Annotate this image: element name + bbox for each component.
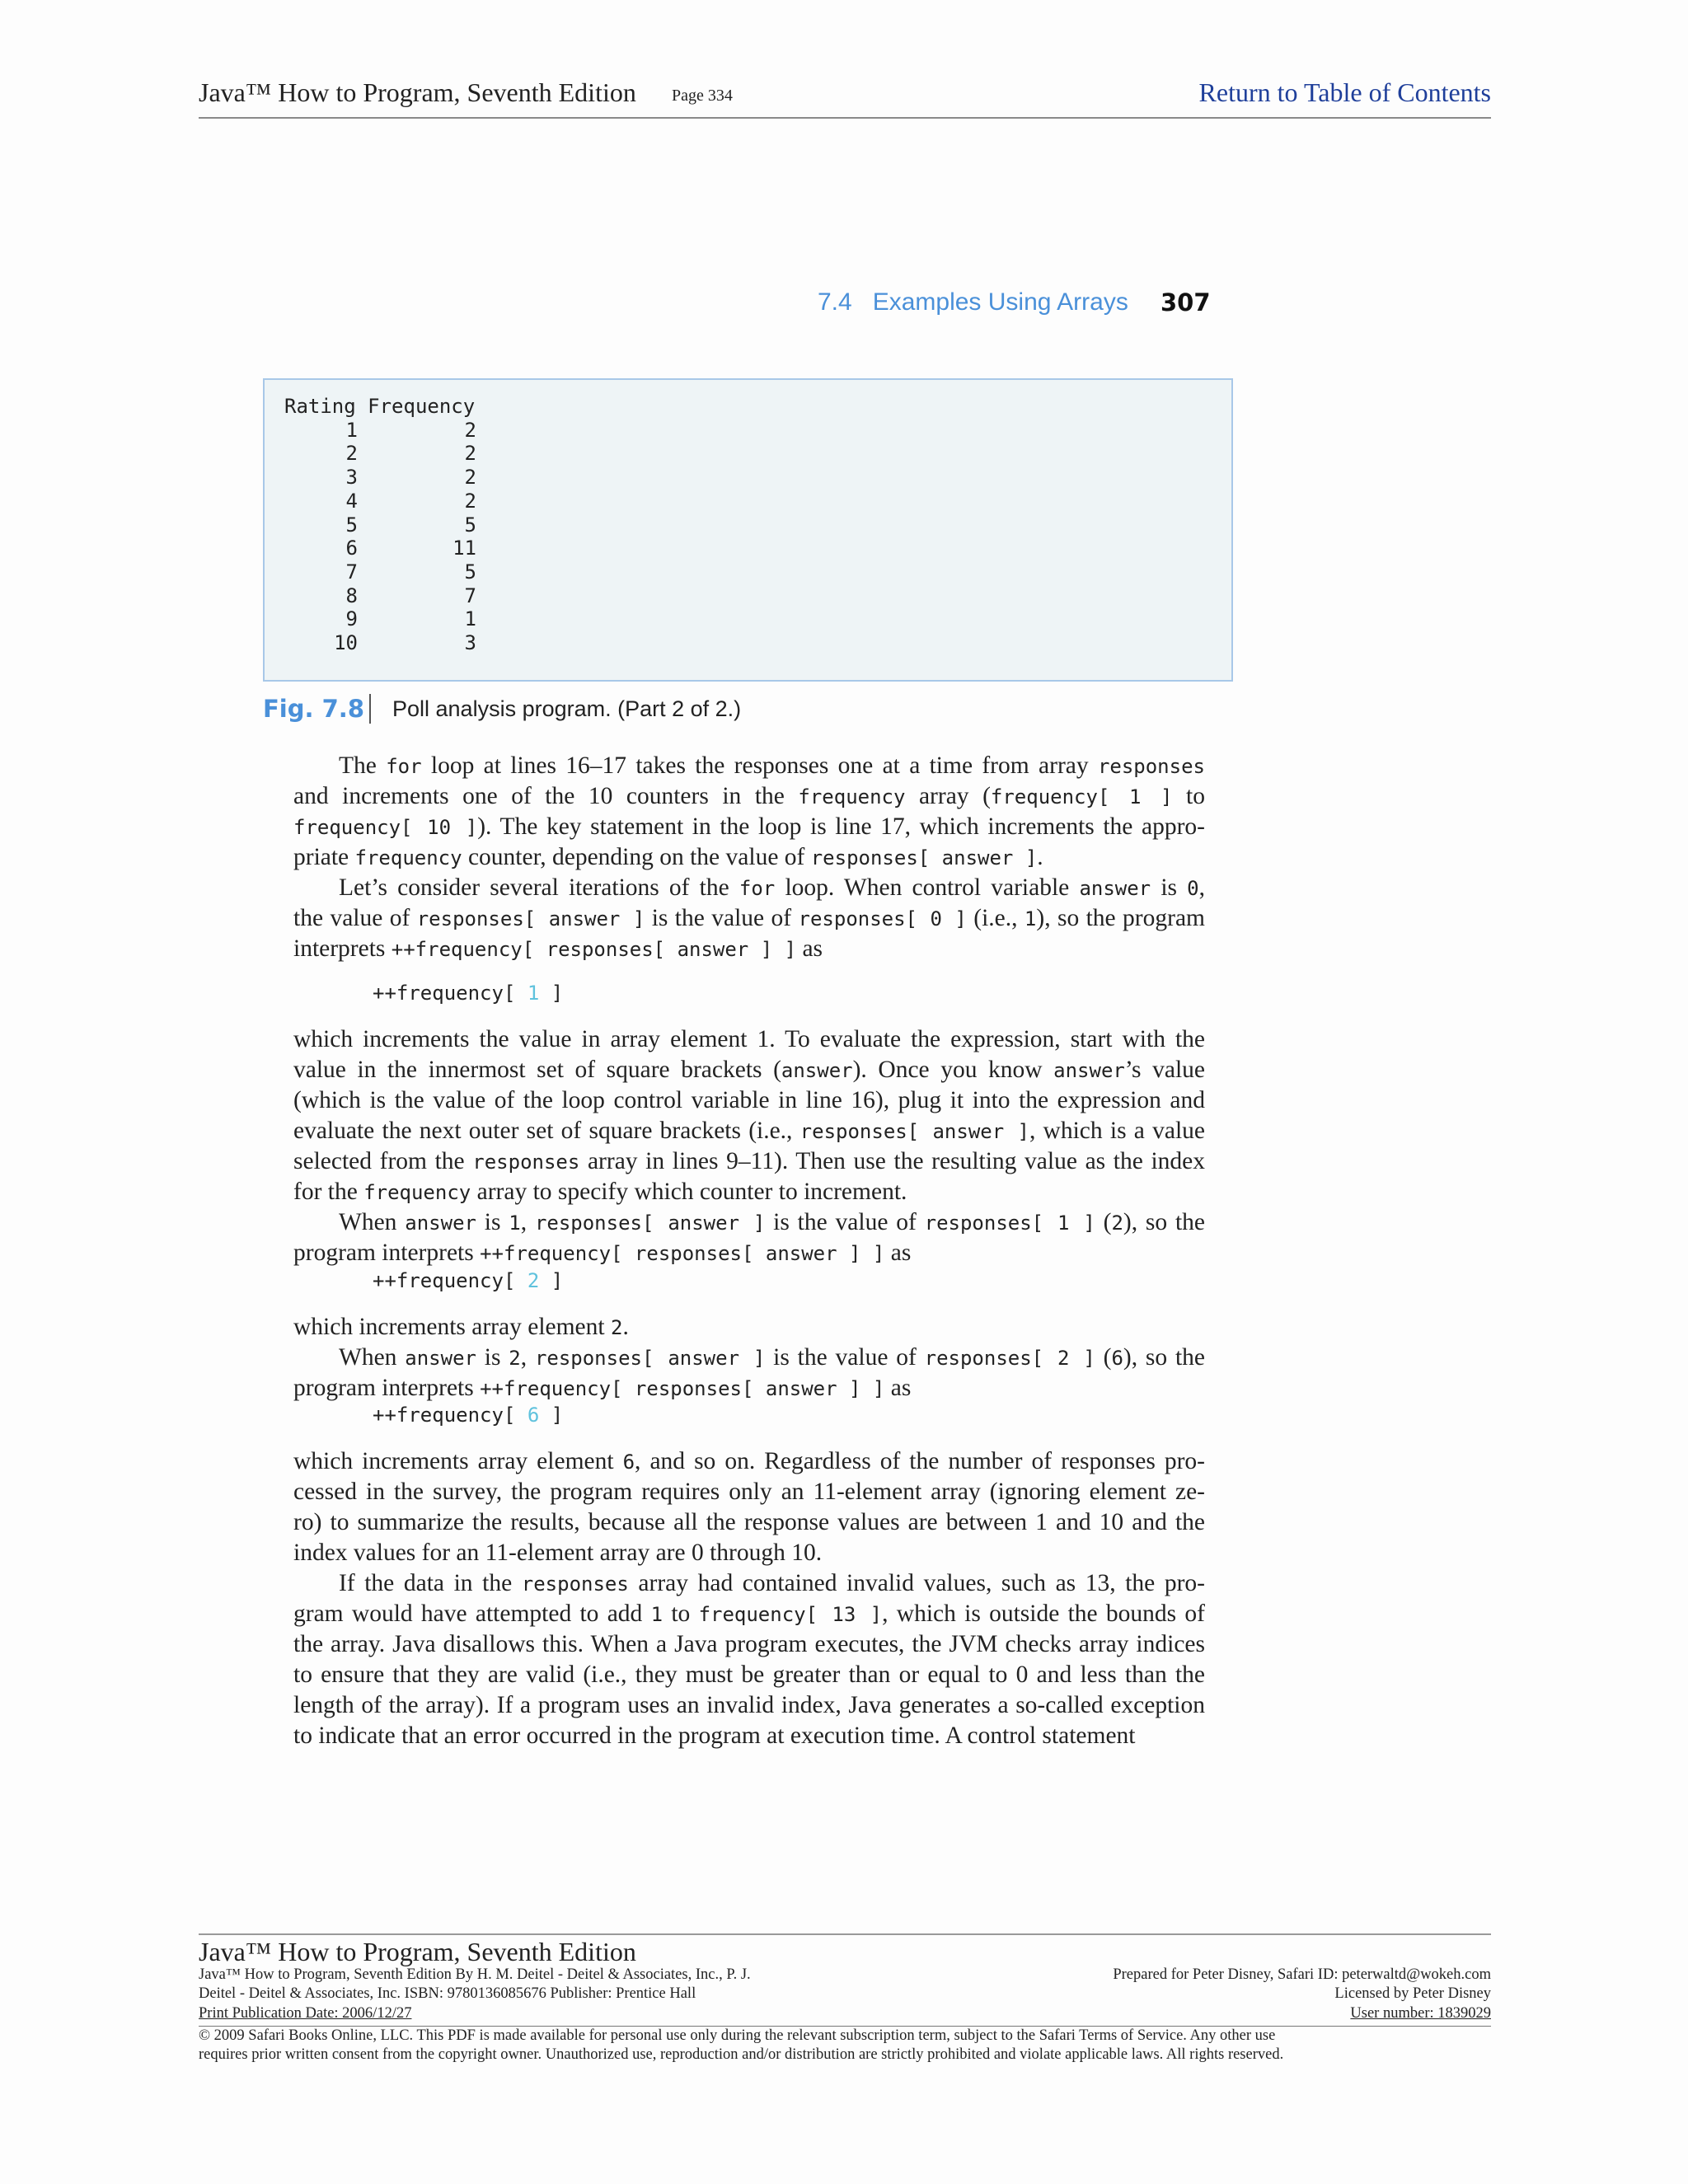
- output-frequency-cell: 2: [464, 418, 476, 442]
- program-output-box: [263, 378, 1233, 682]
- paragraph-line: value in the innermost set of square brackets (answer). Once you know answer’s value: [293, 1057, 1205, 1083]
- output-frequency-cell: 2: [464, 489, 476, 513]
- footer-left-line: Print Publication Date: 2006/12/27: [199, 2005, 412, 2022]
- footer-divider: [199, 2026, 1491, 2027]
- paragraph-line: When answer is 1, responses[ answer ] is the value of responses[ 1 ] (2), so the: [339, 1209, 1205, 1235]
- paragraph-line: program interprets ++frequency[ responses[ answer ] ] as: [293, 1375, 912, 1401]
- output-header-line: Rating Frequency: [284, 395, 476, 418]
- output-frequency-cell: 2: [464, 466, 476, 490]
- paragraph-line: evaluate the next outer set of square brackets (i.e., responses[ answer ], which is a value: [293, 1118, 1205, 1144]
- paragraph-line: which increments array element 2.: [293, 1314, 629, 1340]
- table-of-contents-link[interactable]: Return to Table of Contents: [1198, 77, 1491, 107]
- paragraph-line: interprets ++frequency[ responses[ answer ] ] as: [293, 935, 823, 962]
- paragraph-line: program interprets ++frequency[ responses[ answer ] ] as: [293, 1240, 912, 1266]
- paragraph-line: priate frequency counter, depending on the value of responses[ answer ].: [293, 844, 1043, 870]
- footer-divider: [199, 1933, 1491, 1935]
- paragraph-line: the value of responses[ answer ] is the value of responses[ 0 ] (i.e., 1), so the program: [293, 905, 1205, 931]
- output-rating-cell: 1: [345, 418, 358, 442]
- paragraph-line: cessed in the survey, the program requires only an 11-element array (ignoring element ze-: [293, 1479, 1205, 1505]
- paragraph-line: which increments array element 6, and so on. Regardless of the number of responses pro-: [293, 1448, 1205, 1474]
- paragraph-line: frequency[ 10 ]). The key statement in the loop is line 17, which increments the appro-: [293, 813, 1205, 840]
- output-rating-cell: 3: [345, 466, 358, 490]
- footer-right-line: Licensed by Peter Disney: [1334, 1985, 1491, 2002]
- footer-right-line: Prepared for Peter Disney, Safari ID: peterwaltd@wokeh.com: [1113, 1966, 1491, 1983]
- page-number: 307: [1160, 288, 1211, 316]
- code-expression: ++frequency[ 1 ]: [373, 982, 564, 1005]
- caption-divider: [369, 694, 371, 724]
- output-frequency-cell: 7: [464, 583, 476, 607]
- paragraph-line: for the frequency array to specify which counter to increment.: [293, 1179, 907, 1205]
- book-title: Java™ How to Program, Seventh Edition: [199, 77, 636, 107]
- paragraph-line: gram would have attempted to add 1 to frequency[ 13 ], which is outside the bounds of: [293, 1601, 1205, 1627]
- paragraph-line: to ensure that they are valid (i.e., they must be greater than or equal to 0 and less than the: [293, 1661, 1205, 1688]
- output-rating-cell: 2: [345, 442, 358, 466]
- page-reference: Page 334: [672, 87, 733, 105]
- paragraph-line: Let’s consider several iterations of the for loop. When control variable answer is 0,: [339, 874, 1205, 901]
- code-expression: ++frequency[ 6 ]: [373, 1404, 564, 1427]
- paragraph-line: to indicate that an error occurred in the program at execution time. A control statement: [293, 1722, 1136, 1749]
- output-frequency-cell: 3: [464, 631, 476, 654]
- paragraph-line: index values for an 11-element array are 0 through 10.: [293, 1540, 823, 1566]
- copyright-line: requires prior written consent from the copyright owner. Unauthorized use, reproduction and/or distribution are strictly prohibited and violate applicable laws. All rights reserved.: [199, 2046, 1284, 2063]
- footer-left-line: Deitel - Deitel & Associates, Inc. ISBN: 9780136085676 Publisher: Prentice Hall: [199, 1985, 696, 2002]
- output-frequency-cell: 5: [464, 560, 476, 583]
- output-rating-cell: 8: [345, 583, 358, 607]
- output-rating-cell: 6: [345, 537, 358, 560]
- footer-left-line: Java™ How to Program, Seventh Edition By H. M. Deitel - Deitel & Associates, Inc., P. J.: [199, 1966, 751, 1983]
- paragraph-line: selected from the responses array in lines 9–11). Then use the resulting value as the index: [293, 1148, 1205, 1174]
- paragraph-line: If the data in the responses array had contained invalid values, such as 13, the pro-: [339, 1570, 1205, 1596]
- output-rating-cell: 10: [334, 631, 358, 654]
- paragraph-line: length of the array). If a program uses an invalid index, Java generates a so-called exception: [293, 1692, 1205, 1718]
- output-frequency-cell: 2: [464, 442, 476, 466]
- figure-caption: Poll analysis program. (Part 2 of 2.): [392, 696, 742, 721]
- output-frequency-cell: 1: [464, 607, 476, 631]
- code-expression: ++frequency[ 2 ]: [373, 1269, 564, 1292]
- output-rating-cell: 9: [345, 607, 358, 631]
- footer-book-title: Java™ How to Program, Seventh Edition: [199, 1937, 636, 1966]
- output-frequency-cell: 5: [464, 513, 476, 537]
- output-rating-cell: 7: [345, 560, 358, 583]
- paragraph-line: ro) to summarize the results, because all the response values are between 1 and 10 and the: [293, 1509, 1205, 1535]
- output-rating-cell: 4: [345, 489, 358, 513]
- figure-label: Fig. 7.8: [263, 695, 364, 723]
- section-running-head: 7.4 Examples Using Arrays: [818, 288, 1128, 316]
- paragraph-line: The for loop at lines 16–17 takes the responses one at a time from array responses: [339, 752, 1205, 779]
- output-rating-cell: 5: [345, 513, 358, 537]
- paragraph-line: the array. Java disallows this. When a Java program executes, the JVM checks array indices: [293, 1631, 1205, 1657]
- footer-right-line: User number: 1839029: [1350, 2005, 1491, 2022]
- output-frequency-cell: 11: [452, 537, 476, 560]
- paragraph-line: When answer is 2, responses[ answer ] is the value of responses[ 2 ] (6), so the: [339, 1344, 1205, 1371]
- copyright-line: © 2009 Safari Books Online, LLC. This PDF is made available for personal use only during the relevant subscription term, subject to the Safari Terms of Service. Any other use: [199, 2027, 1276, 2044]
- page-header: [199, 76, 1491, 119]
- paragraph-line: (which is the value of the loop control variable in line 16), plug it into the expression and: [293, 1087, 1205, 1113]
- paragraph-line: which increments the value in array element 1. To evaluate the expression, start with the: [293, 1026, 1205, 1052]
- paragraph-line: and increments one of the 10 counters in the frequency array (frequency[ 1 ] to: [293, 783, 1205, 809]
